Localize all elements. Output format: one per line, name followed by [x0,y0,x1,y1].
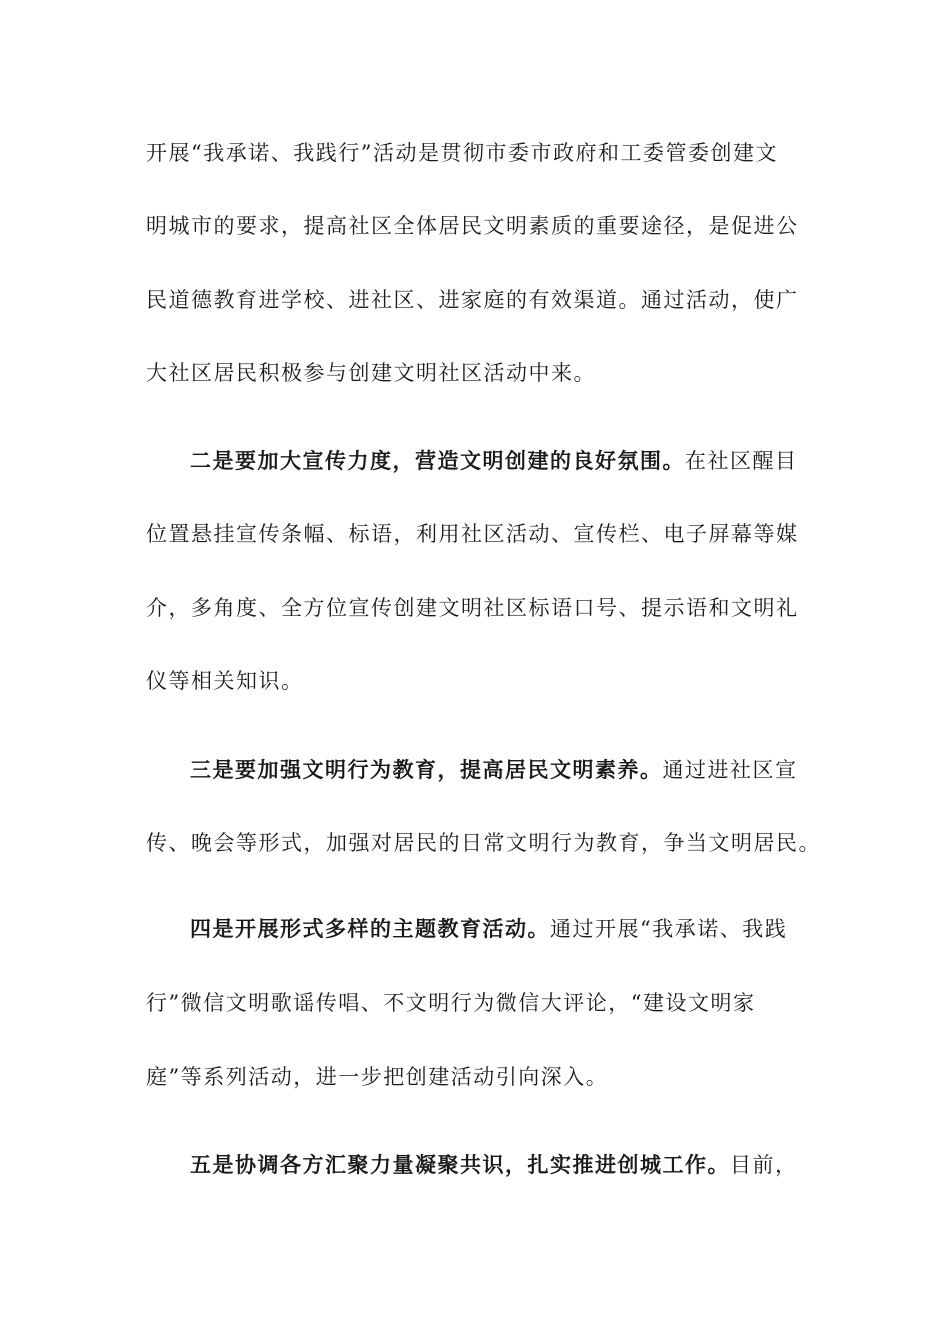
paragraph-2-line-2: 位置悬挂宣传条幅、标语，利用社区活动、宣传栏、电子屏幕等媒 [146,522,799,546]
paragraph-3-first-line-text: 通过进社区宣 [662,758,798,782]
paragraph-2-line-4: 仪等相关知识。 [146,669,304,693]
paragraph-2-line-1 [190,446,806,476]
paragraph-1-line-4: 大社区居民积极参与创建文明社区活动中来。 [146,361,596,385]
paragraph-2-heading: 二是要加大宣传力度，营造文明创建的良好氛围。 [190,448,685,473]
paragraph-2-first-line-text: 在社区醒目 [685,449,798,473]
paragraph-2-line-3: 介，多角度、全方位宣传创建文明社区标语口号、提示语和文明礼 [146,596,799,620]
paragraph-4-line-1 [190,914,806,944]
paragraph-1-line-3: 民道德教育进学校、进社区、进家庭的有效渠道。通过活动，使广 [146,288,799,312]
paragraph-5-line-1 [190,1150,806,1180]
paragraph-1-line-1: 开展“我承诺、我践行”活动是贯彻市委市政府和工委管委创建文 [146,141,778,165]
paragraph-1-line-2: 明城市的要求，提高社区全体居民文明素质的重要途径，是促进公 [146,214,799,238]
paragraph-3-heading: 三是要加强文明行为教育，提高居民文明素养。 [190,757,663,782]
paragraph-3-line-1 [190,755,806,785]
paragraph-3-line-2: 传、晚会等形式，加强对居民的日常文明行为教育，争当文明居民。 [146,831,821,855]
paragraph-5-heading: 五是协调各方汇聚力量凝聚共识，扎实推进创城工作。 [190,1152,730,1177]
paragraph-4-line-3: 庭”等系列活动，进一步把创建活动引向深入。 [146,1065,609,1089]
paragraph-4-heading: 四是开展形式多样的主题教育活动。 [190,916,550,941]
paragraph-5-first-line-text: 目前， [730,1153,798,1177]
paragraph-4-first-line-text: 通过开展“我承诺、我践 [550,917,788,941]
paragraph-4-line-2: 行”微信文明歌谣传唱、不文明行为微信大评论，“建设文明家 [146,991,756,1015]
